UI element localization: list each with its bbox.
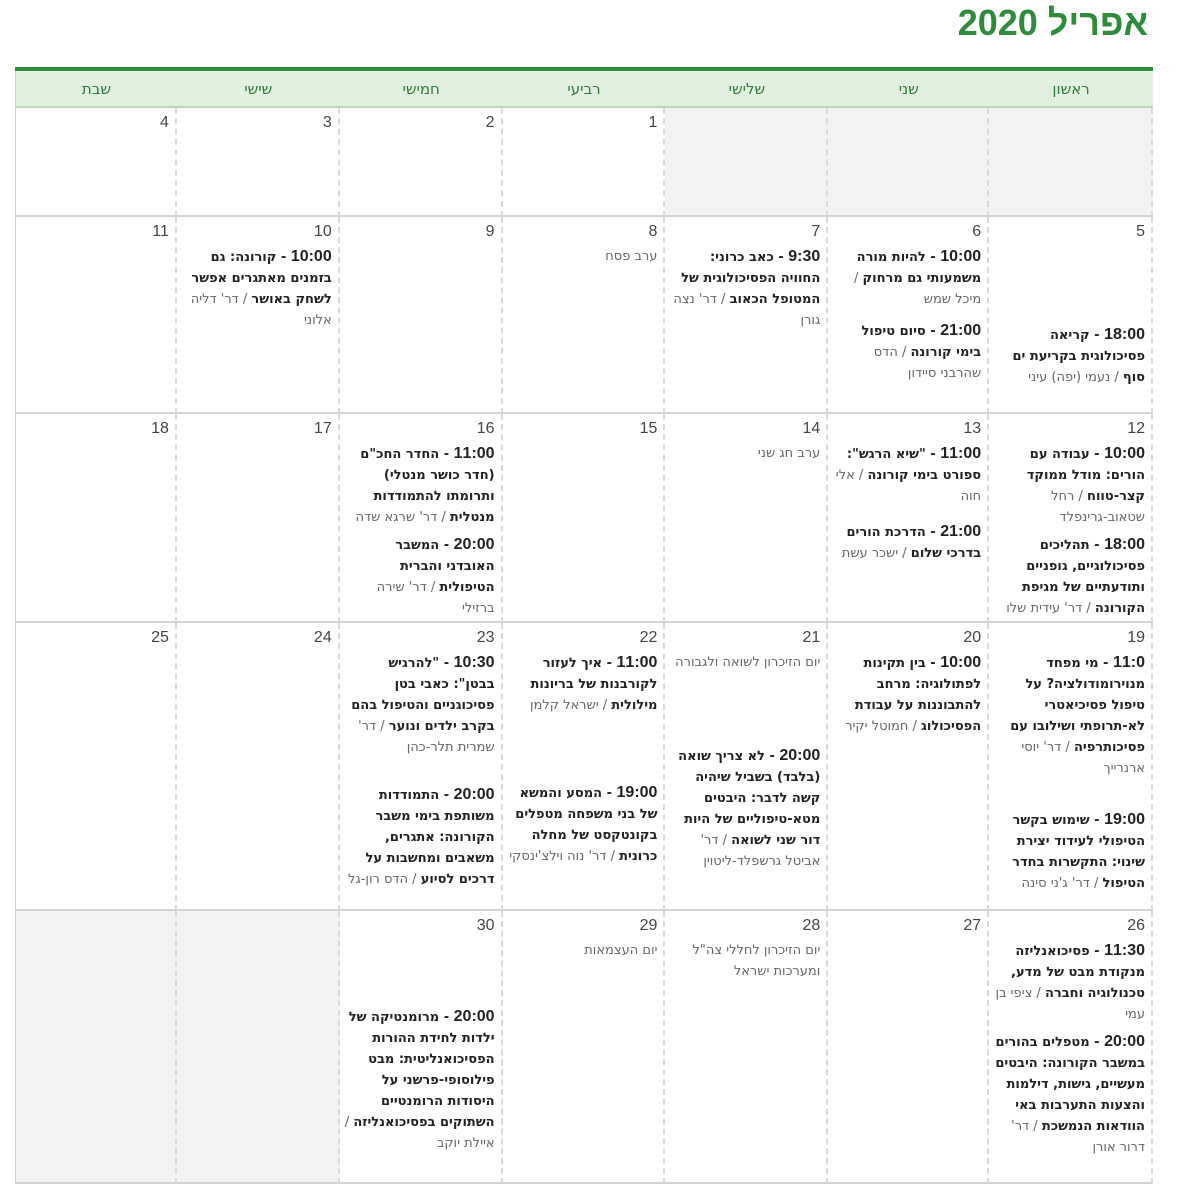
day-cell[interactable]: [989, 217, 1153, 414]
event-presenter: הדס רון-גל: [348, 872, 409, 887]
event-separator: /: [376, 719, 389, 734]
day-number: 10: [313, 223, 332, 240]
holiday-note[interactable]: ערב חג שני: [757, 446, 821, 461]
day-number: 3: [322, 114, 332, 131]
weekday-header-tuesday: שלישי: [665, 71, 828, 108]
event-item[interactable]: [181, 246, 332, 331]
day-number: 7: [811, 223, 821, 240]
event-separator: /: [606, 849, 620, 864]
day-number: 13: [963, 420, 982, 437]
day-cell[interactable]: [503, 217, 666, 414]
day-cell[interactable]: [665, 911, 828, 1184]
event-title: שימוש בקשר הטיפולי לעידוד יצירת שינוי: התקשרות בחדר הטיפול: [1012, 813, 1145, 891]
day-number: 11: [152, 223, 169, 240]
event-item[interactable]: [832, 521, 981, 564]
event-time: 11:0: [1112, 654, 1145, 671]
event-time: 20:00: [453, 536, 495, 553]
day-cell[interactable]: [340, 623, 503, 911]
day-cell[interactable]: [828, 414, 989, 623]
day-cell[interactable]: [16, 414, 177, 623]
day-number: 21: [802, 629, 821, 646]
event-separator: /: [437, 510, 450, 525]
event-presenter: דר' עידית שלו: [1006, 601, 1083, 616]
event-item[interactable]: [993, 652, 1145, 779]
event-separator: /: [426, 580, 440, 595]
event-separator: /: [1061, 740, 1074, 755]
day-number: 6: [972, 223, 982, 240]
event-separator: /: [718, 833, 732, 848]
event-item[interactable]: [507, 652, 658, 716]
event-separator: /: [1032, 986, 1045, 1001]
calendar-grid: [15, 71, 1153, 1184]
event-presenter: הדס שהרבני סיידון: [873, 345, 982, 381]
event-separator: /: [238, 292, 252, 307]
event-title: "שיא הרגש": ספורט בימי קורונה: [846, 447, 982, 483]
day-cell[interactable]: [340, 414, 503, 623]
event-time: 10:30: [453, 654, 495, 671]
day-cell[interactable]: [989, 623, 1153, 911]
event-dash: -: [773, 250, 789, 265]
event-item[interactable]: [669, 745, 820, 872]
day-number: 8: [648, 223, 658, 240]
event-item[interactable]: [993, 940, 1145, 1025]
event-dash: -: [1089, 328, 1105, 343]
day-number: 30: [476, 917, 495, 934]
event-item[interactable]: [832, 443, 981, 507]
event-presenter: ישכר עשת: [841, 546, 899, 561]
event-presenter: דר' שרגא שדה: [355, 510, 438, 525]
event-dash: -: [439, 656, 454, 671]
event-separator: /: [1074, 489, 1088, 504]
event-time: 20:00: [779, 747, 821, 764]
holiday-note[interactable]: ערב פסח: [605, 249, 658, 264]
event-presenter: דר' יוסי ארנרייך: [1021, 740, 1145, 776]
event-title: מרומנטיקה של ילדות לחידת ההורות הפסיכואנליטית: מבט פילוסופי-פרשני על היסודות הרומנטיים השתוקים בפסיכואנליזה: [348, 1010, 495, 1130]
day-number: 17: [313, 420, 332, 437]
holiday-note[interactable]: יום הזיכרון לחללי צה"ל ומערכות ישראל: [692, 943, 821, 979]
event-time: 10:00: [1104, 445, 1145, 462]
event-dash: -: [602, 656, 617, 671]
day-number: 1: [648, 114, 658, 131]
event-item[interactable]: [832, 246, 981, 310]
event-dash: -: [925, 324, 941, 339]
day-cell[interactable]: [340, 217, 503, 414]
event-title: בין תקינות לפתולוגיה: מרחב להתבוננות על עבודת הפסיכולוג: [854, 656, 982, 734]
event-presenter: דר' אביטל גרשפלד-ליטוין: [700, 833, 821, 869]
day-cell[interactable]: [503, 108, 666, 217]
day-cell[interactable]: [828, 911, 989, 1184]
day-number: 5: [1136, 223, 1145, 240]
day-cell[interactable]: [177, 108, 340, 217]
day-number: 16: [476, 420, 495, 437]
event-title: קורונה: גם בזמנים מאתגרים אפשר לשחק באושר: [191, 250, 332, 307]
event-separator: /: [598, 698, 612, 713]
event-time: 10:00: [940, 248, 982, 265]
event-separator: /: [897, 345, 911, 360]
event-presenter: חמוטל יקיר: [845, 719, 909, 734]
event-dash: -: [925, 525, 941, 540]
event-item[interactable]: [507, 782, 658, 867]
day-cell[interactable]: [16, 623, 177, 911]
day-number: 12: [1127, 420, 1145, 437]
event-title: המשבר האובדני והברית הטיפולית: [395, 538, 495, 595]
event-dash: -: [1089, 1035, 1105, 1050]
day-number: 23: [476, 629, 495, 646]
event-dash: -: [925, 250, 941, 265]
event-dash: -: [1089, 447, 1105, 462]
day-cell[interactable]: [828, 108, 989, 217]
event-item[interactable]: [669, 246, 820, 331]
event-title: להיות מורה משמעותי גם מרחוק: [856, 250, 982, 286]
event-title: כאב כרוני: החוויה הפסיכולוגית של המטופל הכאוב: [681, 250, 821, 307]
event-time: 18:00: [1104, 326, 1145, 343]
event-dash: -: [1098, 656, 1113, 671]
holiday-note[interactable]: יום הזיכרון לשואה ולגבורה: [675, 655, 821, 670]
day-cell[interactable]: [177, 414, 340, 623]
event-title: פסיכואנליזה מנקודת מבט של מדע, טכנולוגיה וחברה: [1011, 944, 1145, 1001]
event-item[interactable]: [993, 1031, 1145, 1158]
event-time: 11:00: [453, 445, 495, 462]
event-separator: /: [854, 468, 868, 483]
day-cell[interactable]: [989, 911, 1153, 1184]
event-item[interactable]: [344, 784, 495, 890]
event-dash: -: [1089, 813, 1105, 828]
day-cell[interactable]: [16, 911, 177, 1184]
event-dash: -: [764, 749, 780, 764]
event-title: מי מפחד מנוירומודולציה? על טיפול פסיכיאטרי לא-תרופתי ושילובו עם פסיכותרפיה: [1010, 656, 1145, 755]
day-number: 22: [639, 629, 658, 646]
event-time: 19:00: [616, 784, 658, 801]
day-number: 26: [1127, 917, 1145, 934]
holiday-note[interactable]: יום העצמאות: [584, 943, 658, 958]
event-time: 21:00: [940, 322, 982, 339]
event-presenter: דר' נוה וילצ'ינסקי: [509, 849, 607, 864]
day-number: 18: [151, 420, 169, 437]
day-number: 28: [802, 917, 821, 934]
day-cell[interactable]: [340, 911, 503, 1184]
event-time: 19:00: [1104, 811, 1145, 828]
event-time: 10:00: [940, 654, 982, 671]
day-cell[interactable]: [16, 108, 177, 217]
day-number: 14: [802, 420, 821, 437]
event-time: 9:30: [788, 248, 821, 265]
day-cell[interactable]: [665, 217, 828, 414]
event-dash: -: [925, 656, 941, 671]
event-separator: /: [898, 546, 911, 561]
event-separator: /: [1029, 1119, 1042, 1134]
day-number: 24: [313, 629, 332, 646]
weekday-header-sunday: ראשון: [989, 71, 1153, 108]
event-item[interactable]: [344, 652, 495, 758]
day-cell[interactable]: [989, 108, 1153, 217]
event-presenter: נעמי (יפה) עיני: [1028, 370, 1111, 385]
day-number: 20: [963, 629, 982, 646]
day-number: 29: [639, 917, 658, 934]
event-time: 18:00: [1104, 536, 1145, 553]
event-separator: /: [1110, 370, 1123, 385]
event-presenter: דר' דליה אלוני: [190, 292, 332, 328]
event-title: התמודדות משותפת בימי משבר הקורונה: אתגרים, משאבים ומחשבות על דרכים לסיוע: [365, 788, 495, 887]
event-presenter: מיכל שמש: [923, 292, 982, 307]
day-number: 4: [159, 114, 169, 131]
day-cell[interactable]: [16, 217, 177, 414]
day-cell[interactable]: [665, 414, 828, 623]
event-time: 11:30: [1104, 942, 1145, 959]
day-cell[interactable]: [665, 108, 828, 217]
weekday-header-wednesday: רביעי: [503, 71, 666, 108]
day-cell[interactable]: [177, 623, 340, 911]
day-number: 2: [485, 114, 495, 131]
day-cell[interactable]: [503, 911, 666, 1184]
day-cell[interactable]: [177, 217, 340, 414]
event-presenter: איילת יוקב: [436, 1136, 495, 1151]
event-dash: -: [276, 250, 291, 265]
day-cell[interactable]: [828, 623, 989, 911]
day-number: 9: [485, 223, 495, 240]
event-title: סיום טיפול בימי קורונה: [861, 324, 982, 360]
day-cell[interactable]: [665, 623, 828, 911]
event-title: לא צריך שואה (בלבד) בשביל שיהיה קשה לדבר: היבטים מטא-טיפוליים של היות דור שני לשואה: [678, 749, 821, 848]
day-cell[interactable]: [989, 414, 1153, 623]
event-separator: /: [716, 292, 730, 307]
event-dash: -: [439, 447, 454, 462]
event-item[interactable]: [993, 809, 1145, 894]
event-item[interactable]: [344, 1006, 495, 1154]
event-item[interactable]: [832, 652, 981, 737]
event-time: 20:00: [453, 786, 495, 803]
weekday-header-saturday: שבת: [16, 71, 177, 108]
event-time: 20:00: [453, 1008, 495, 1025]
day-number: 27: [963, 917, 982, 934]
event-item[interactable]: [832, 320, 981, 384]
event-presenter: ציפי בן עמי: [995, 986, 1145, 1022]
event-separator: /: [1082, 601, 1095, 616]
weekday-header-thursday: חמישי: [340, 71, 503, 108]
event-dash: -: [439, 788, 454, 803]
event-title: הדרכת הורים בדרכי שלום: [846, 525, 982, 561]
event-dash: -: [602, 786, 617, 801]
event-presenter: דר' שירה ברזילי: [376, 580, 495, 616]
day-cell[interactable]: [340, 108, 503, 217]
event-item[interactable]: [344, 534, 495, 619]
event-item[interactable]: [344, 443, 495, 528]
event-presenter: דר' שמרית תלר-כהן: [358, 719, 495, 755]
event-title: החדר החכ"ם (חדר כושר מנטלי) ותרומתו להתמודדות מנטלית: [360, 447, 495, 525]
event-title: "להרגיש בבטן": כאבי בטן פסיכוגניים והטיפול בהם בקרב ילדים ונוער: [351, 656, 495, 734]
event-dash: -: [925, 447, 941, 462]
event-separator: /: [408, 872, 421, 887]
event-separator: /: [1089, 876, 1103, 891]
month-title: אפריל 2020: [957, 2, 1148, 43]
day-number: 19: [1127, 629, 1145, 646]
event-dash: -: [439, 538, 454, 553]
weekday-header-friday: שישי: [177, 71, 340, 108]
event-separator: /: [854, 271, 863, 286]
event-dash: -: [1089, 538, 1105, 553]
event-separator: /: [908, 719, 922, 734]
event-time: 21:00: [940, 523, 982, 540]
day-cell[interactable]: [503, 414, 666, 623]
event-title: איך לעזור לקורבנות של בריונות מילולית: [530, 656, 658, 713]
event-presenter: דר' ג'ני סינה: [1021, 876, 1090, 891]
event-separator: /: [344, 1115, 354, 1130]
event-presenter: אלי חוה: [835, 468, 982, 504]
day-cell[interactable]: [177, 911, 340, 1184]
weekday-header-monday: שני: [828, 71, 989, 108]
event-dash: -: [1089, 944, 1105, 959]
event-title: תהליכים פסיכולוגיים, גופניים ותודעתיים של מגיפת הקורונה: [1022, 538, 1145, 616]
event-time: 20:00: [1104, 1033, 1145, 1050]
day-cell[interactable]: [503, 623, 666, 911]
day-number: 15: [639, 420, 658, 437]
event-title: מטפלים בהורים במשבר הקורונה: היבטים מעשיים, גישות, דילמות והצעות התערבות באי הוודאות הנמשכת: [995, 1035, 1145, 1134]
event-time: 11:00: [940, 445, 982, 462]
event-title: עבודה עם הורים: מודל ממוקד קצר-טווח: [1026, 447, 1145, 504]
event-dash: -: [439, 1010, 454, 1025]
event-title: המסע והמשא של בני משפחה מטפלים בקונטקסט של מחלה כרונית: [515, 786, 658, 864]
event-presenter: דר' נצה גורן: [673, 292, 821, 328]
event-item[interactable]: [993, 443, 1145, 528]
event-time: 11:00: [616, 654, 658, 671]
event-item[interactable]: [993, 534, 1145, 619]
event-time: 10:00: [290, 248, 332, 265]
event-item[interactable]: [993, 324, 1145, 388]
day-cell[interactable]: [828, 217, 989, 414]
event-title: קריאה פסיכולוגית בקריעת ים סוף: [1012, 328, 1145, 385]
day-number: 25: [151, 629, 169, 646]
event-presenter: דר' דרור אורן: [1011, 1119, 1145, 1155]
event-presenter: ישראל קלמן: [529, 698, 599, 713]
event-presenter: רחל שטאוב-גרינפלד: [1051, 489, 1145, 525]
